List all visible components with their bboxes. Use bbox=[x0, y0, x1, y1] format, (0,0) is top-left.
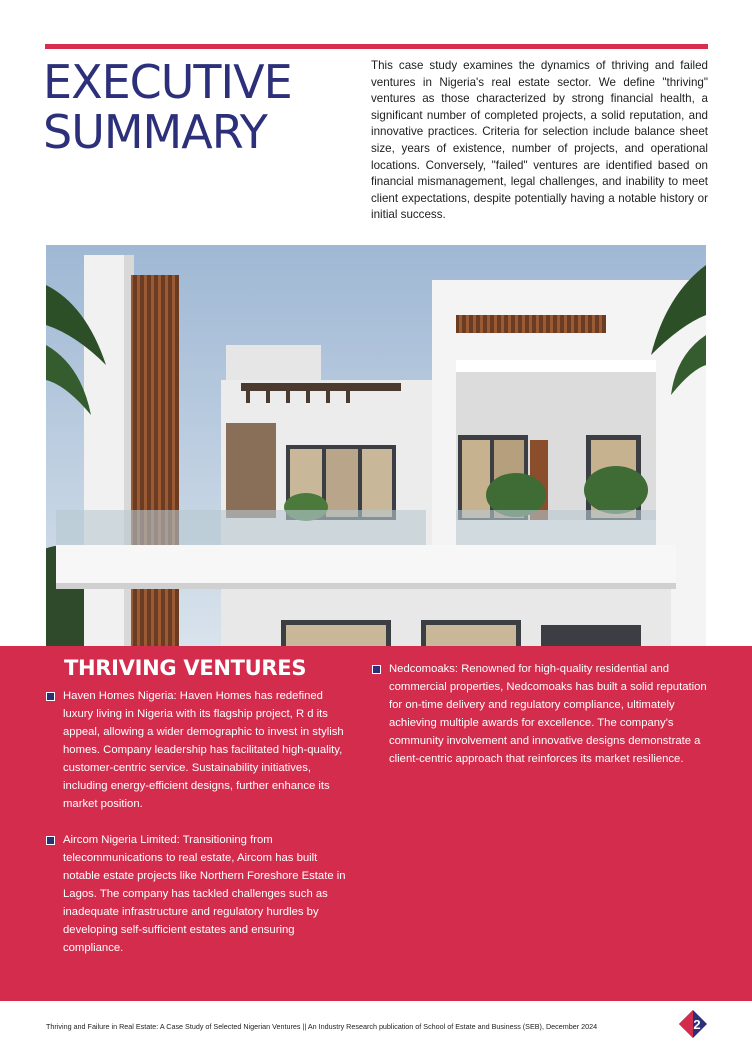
ventures-list-right bbox=[372, 660, 708, 786]
section-title: THRIVING VENTURES bbox=[64, 656, 307, 680]
intro-paragraph: This case study examines the dynamics of thriving and failed ventures in Nigeria's real estate sector. We define "thriving" ventures as those characterized by strong financial health, a significant number of completed projects, a solid reputation, and innovative practices. Criteria for selection include balance sheet size, years of existence, number of projects, and operational locations. Conversely, "failed" ventures are identified based on financial mismanagement, legal challenges, and inability to meet client expectations, despite potentially having a notable history or initial success. bbox=[371, 59, 708, 222]
venture-text: Nedcomoaks: Renowned for high-quality residential and commercial properties, Nedcomoaks has built a solid reputation for on-time delivery and regulatory compliance, ultimately achieving multiple awards for excellence. The company's community involvement and innovative designs demonstrate a client-centric approach that reinforces its market resilience. bbox=[389, 663, 707, 765]
page-number: 2 bbox=[693, 1017, 701, 1032]
square-bullet-icon bbox=[46, 692, 55, 701]
page-title bbox=[43, 57, 373, 157]
venture-text: Haven Homes Nigeria: Haven Homes has redefined luxury living in Nigeria with its flagship project, R d its appeal, allowing a wider demographic to invest in stylish homes. Company leadership has facilitated high-quality, customer-centric service. Sustainability initiatives, including energy-efficient designs, further enhance its market position. bbox=[63, 690, 344, 810]
footer-citation: Thriving and Failure in Real Estate: A Case Study of Selected Nigerian Ventures || An Industry Research publication of School of Estate and Business (SEB), December 2024 bbox=[46, 1022, 598, 1031]
list-item bbox=[46, 831, 346, 957]
title-line-2: SUMMARY bbox=[43, 105, 267, 159]
square-bullet-icon bbox=[372, 665, 381, 674]
ventures-list-left bbox=[46, 687, 346, 975]
hero-house-image bbox=[46, 245, 706, 650]
title-line-1: EXECUTIVE bbox=[43, 55, 292, 109]
page-number-badge bbox=[678, 1009, 708, 1039]
top-accent-bar bbox=[45, 44, 708, 49]
list-item bbox=[46, 687, 346, 813]
venture-text: Aircom Nigeria Limited: Transitioning from telecommunications to real estate, Aircom has built notable estate projects like Northern Foreshore Estate in Lagos. The company has tackled challenges such as inadequate infrastructure and regulatory hurdles by developing self-sufficient estates and ensuring compliance. bbox=[63, 834, 346, 954]
square-bullet-icon bbox=[46, 836, 55, 845]
list-item bbox=[372, 660, 708, 768]
